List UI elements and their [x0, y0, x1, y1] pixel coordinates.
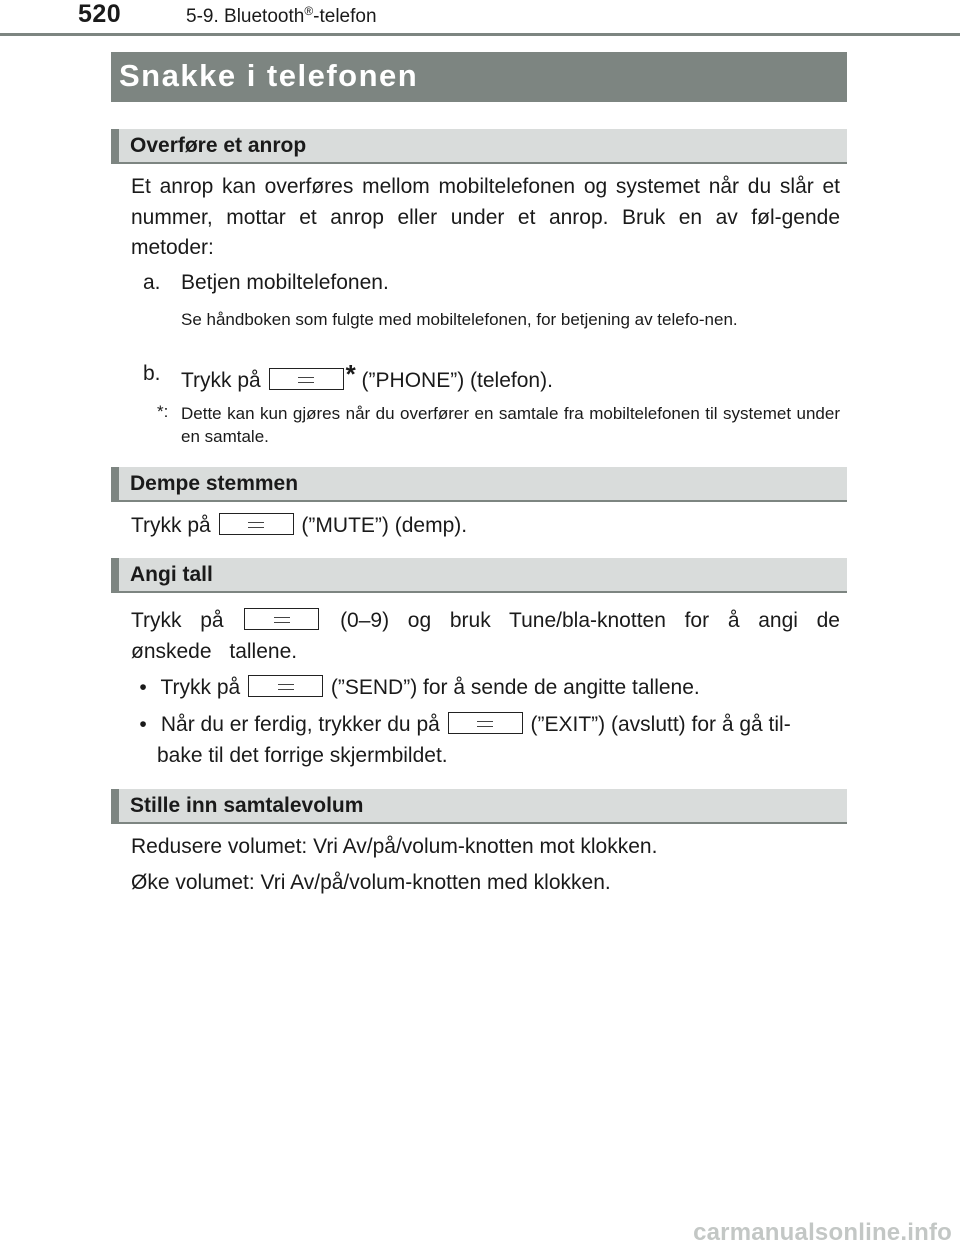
chapter-suffix: -telefon	[313, 6, 377, 27]
bullet-send-after: (”SEND”) for å sende de angitte tallene.	[330, 676, 700, 699]
footnote-text: Dette kan kun gjøres når du overfører en samtale fra mobiltelefonen til systemet under en samtale.	[181, 404, 840, 446]
mute-button[interactable]	[219, 513, 294, 535]
item-a-note: Se håndboken som fulgte med mobiltelefonen, for betjening av telefo-nen.	[181, 310, 738, 329]
bullet-send	[131, 673, 700, 704]
page-title: Snakke i telefonen	[119, 58, 419, 93]
page-number: 520	[78, 0, 122, 28]
phone-button[interactable]	[269, 368, 344, 390]
section-heading-label: Angi tall	[130, 563, 213, 586]
bullet-dot: •	[139, 676, 147, 699]
section-heading-enter-digits	[111, 558, 847, 593]
bullet-dot: •	[139, 713, 147, 736]
digits-paragraph	[131, 606, 840, 667]
mute-after: (”MUTE”) (demp).	[301, 514, 468, 537]
page-title-bar	[111, 52, 847, 102]
section-heading-call-volume	[111, 789, 847, 824]
section-heading-transfer-call	[111, 129, 847, 164]
item-b-marker: b.	[143, 362, 161, 385]
digits-before: Trykk på	[131, 609, 224, 632]
item-b-after: (”PHONE”) (telefon).	[361, 369, 553, 392]
registered-mark: ®	[304, 4, 314, 18]
section-heading-label: Overføre et anrop	[130, 134, 307, 157]
send-button[interactable]	[248, 675, 323, 697]
item-a-text: Betjen mobiltelefonen.	[181, 271, 389, 294]
bullet-exit-continuation: bake til det forrige skjermbildet.	[157, 744, 448, 767]
digits-button[interactable]	[244, 608, 319, 630]
item-a-marker: a.	[143, 271, 161, 294]
item-b-line	[181, 359, 553, 397]
footnote-marker: *:	[157, 402, 169, 421]
footer-watermark: carmanualsonline.info	[693, 1219, 952, 1246]
transfer-intro: Et anrop kan overføres mellom mobiltelefonen og systemet når du slår et nummer, mottar et anrop eller under et anrop. Bruk en av føl-gende metoder:	[131, 175, 840, 259]
volume-decrease: Redusere volumet: Vri Av/på/volum-knotten mot klokken.	[131, 835, 658, 858]
footnote-star: *	[345, 359, 356, 389]
header-rule	[0, 33, 960, 36]
section-heading-label: Dempe stemmen	[130, 472, 299, 495]
exit-button[interactable]	[448, 712, 523, 734]
item-b-before: Trykk på	[181, 369, 261, 392]
bullet-send-before: Trykk på	[160, 676, 241, 699]
mute-before: Trykk på	[131, 514, 211, 537]
section-heading-label: Stille inn samtalevolum	[130, 794, 364, 817]
bullet-exit-after: (”EXIT”) (avslutt) for å gå til-	[530, 713, 791, 736]
chapter-title	[186, 4, 377, 28]
section-heading-mute	[111, 467, 847, 502]
chapter-prefix: 5-9. Bluetooth	[186, 6, 305, 27]
bullet-exit-before: Når du er ferdig, trykker du på	[160, 713, 440, 736]
volume-increase: Øke volumet: Vri Av/på/volum-knotten med klokken.	[131, 871, 611, 894]
bullet-exit	[131, 710, 791, 741]
digits-after: (0–9) og bruk Tune/bla-knotten for å angi de ønskede tallene.	[131, 609, 840, 663]
mute-line	[131, 511, 467, 542]
